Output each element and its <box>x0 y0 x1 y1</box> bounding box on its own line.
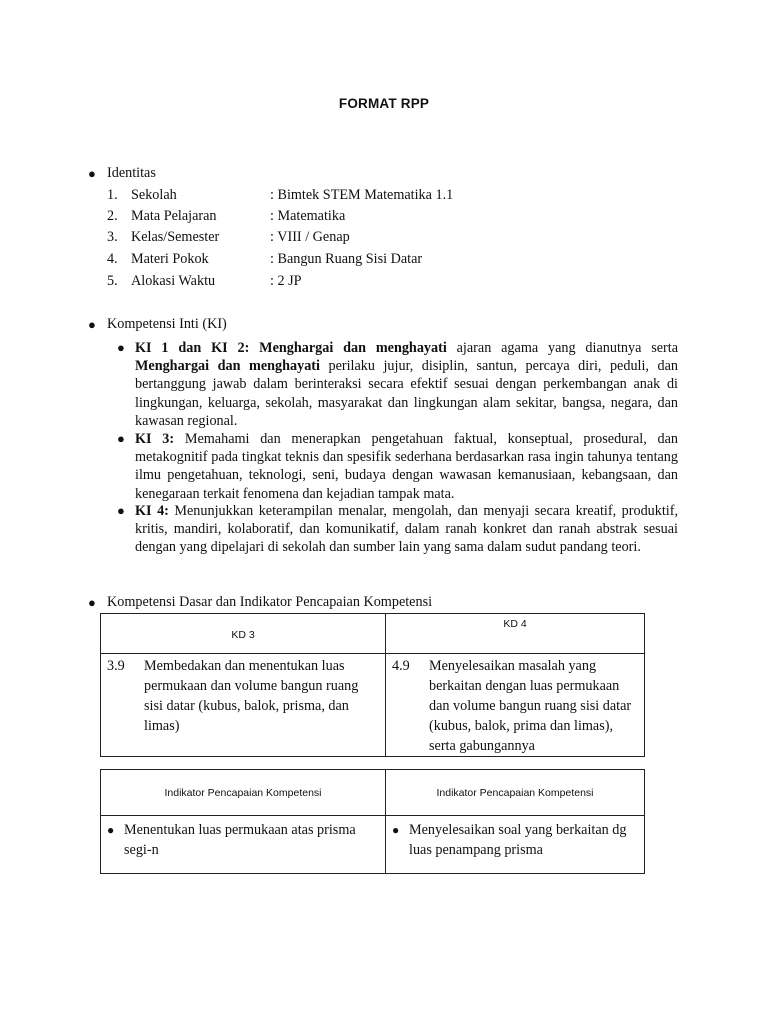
bullet-icon: ● <box>107 823 115 837</box>
row-number: 4. <box>107 251 118 267</box>
row-number: 1. <box>107 187 118 203</box>
ki-item-1-2 <box>135 339 678 430</box>
kd3-number: 3.9 <box>107 658 125 674</box>
bullet-icon: ● <box>117 431 125 446</box>
ipk-col1-header: Indikator Pencapaian Kompetensi <box>101 770 386 816</box>
row-value: : VIII / Genap <box>270 229 350 245</box>
ipk-table <box>100 769 645 874</box>
kd4-header: KD 4 <box>386 614 645 654</box>
row-value: : Bimtek STEM Matematika 1.1 <box>270 187 454 203</box>
bullet-icon: ● <box>88 317 96 332</box>
row-label: Alokasi Waktu <box>131 273 216 289</box>
ki-bold-phrase: Menghargai dan menghayati <box>135 358 320 375</box>
row-value: : 2 JP <box>270 273 302 289</box>
row-value: : Bangun Ruang Sisi Datar <box>270 251 423 267</box>
ipk-col1-text: Menentukan luas permukaan atas prisma segi-n <box>124 822 356 858</box>
bullet-icon: ● <box>88 595 96 610</box>
row-number: 5. <box>107 273 118 289</box>
kd4-cell <box>386 654 645 757</box>
ki-item-4 <box>135 502 678 557</box>
ki-heading: Kompetensi Inti (KI) <box>107 316 227 332</box>
ki-text: perilaku jujur, disiplin, santun, percaya diri, peduli, dan bertanggung jawab dalam berinteraksi secara efektif sesuai dengan perkembangan anak di lingkungan, keluarga, sekolah, masyarakat dan lingkungan alam sekitar, bangsa, negara, dan kawasan regional. <box>135 358 678 429</box>
bullet-icon: ● <box>117 503 125 518</box>
ki-label: KI 4: <box>135 503 169 519</box>
kd4-number: 4.9 <box>392 658 410 674</box>
ipk-col2-text: Menyelesaikan soal yang berkaitan dg luas penampang prisma <box>409 822 627 858</box>
ki-text: ajaran agama yang dianutnya serta <box>446 340 679 356</box>
kd3-text: Membedakan dan menentukan luas permukaan dan volume bangun ruang sisi datar (kubus, balok, prisma, dan limas) <box>144 658 359 734</box>
bullet-icon: ● <box>392 823 400 837</box>
ki-label: KI 3: <box>135 431 175 447</box>
document-title: FORMAT RPP <box>338 96 430 111</box>
row-label: Materi Pokok <box>131 251 209 267</box>
kd-heading: Kompetensi Dasar dan Indikator Pencapaian Kompetensi <box>107 594 433 610</box>
ki-text: Menunjukkan keterampilan menalar, mengolah, dan menyaji secara kreatif, produktif, kritis, mandiri, kolaboratif, dan komunikatif, dalam ranah konkret dan ranah abstrak sesuai dengan yang dipelajari di sekolah dan sumber lain yang sama dalam sudut pandang teori. <box>135 503 679 556</box>
kd4-text: Menyelesaikan masalah yang berkaitan dengan luas permukaan dan volume bangun ruang sisi datar (kubus, balok, prima dan limas), serta gabungannya <box>429 658 632 754</box>
row-label: Mata Pelajaran <box>131 208 217 224</box>
row-label: Kelas/Semester <box>131 229 220 245</box>
ipk-col2-cell <box>386 816 645 874</box>
ki-text: Memahami dan menerapkan pengetahuan faktual, konseptual, prosedural, dan metakognitif pada tingkat teknis dan spesifik sederhana berdasarkan rasa ingin tahunya tentang ilmu pengetahuan, teknologi, seni, budaya dengan wawasan kemanusiaan, kebangsaan, dan kenegaraan terkait fenomena dan kejadian tampak mata. <box>135 431 679 502</box>
ipk-col1-cell <box>101 816 386 874</box>
identitas-heading: Identitas <box>107 165 156 181</box>
kd3-header: KD 3 <box>101 614 386 654</box>
row-value: : Matematika <box>270 208 346 224</box>
ki-item-3 <box>135 430 678 503</box>
ipk-col2-header: Indikator Pencapaian Kompetensi <box>386 770 645 816</box>
ki-label: KI 1 dan KI 2: <box>135 340 250 356</box>
kd-table <box>100 613 645 757</box>
row-label: Sekolah <box>131 187 177 203</box>
bullet-icon: ● <box>88 166 96 181</box>
bullet-icon: ● <box>117 340 125 355</box>
row-number: 3. <box>107 229 118 245</box>
kd3-cell <box>101 654 386 757</box>
ki-bold-phrase: Menghargai dan menghayati <box>259 340 447 356</box>
row-number: 2. <box>107 208 118 224</box>
